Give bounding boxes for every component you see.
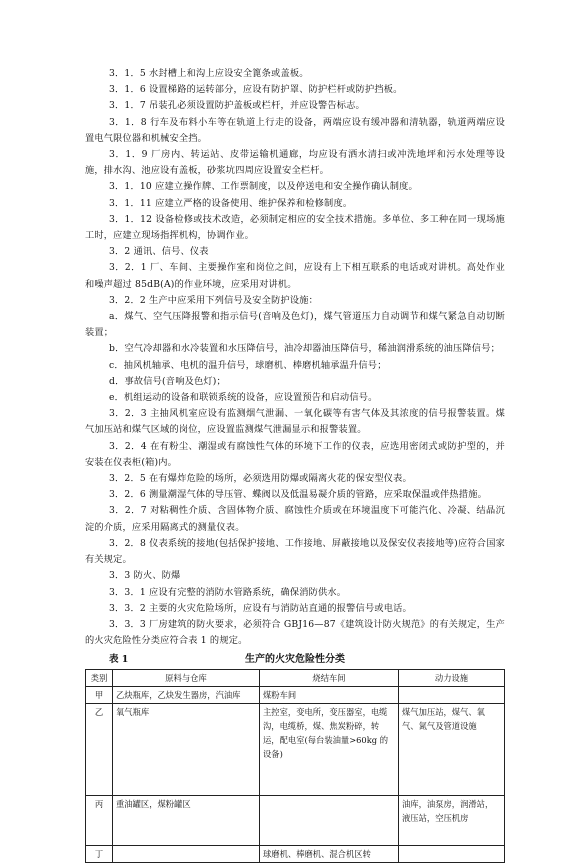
table-row (86, 704, 505, 796)
paragraph: 3．2．2 生产中应采用下列信号及安全防护设施： (109, 294, 319, 306)
paragraph: a．煤气、空气压降报警和指示信号(音响及色灯)，煤气管道压力自动调节和煤气紧急自动切断装置； (85, 311, 505, 339)
paragraph: 3．2．5 在有爆炸危险的场所，必须选用防爆或隔离火花的保安型仪表。 (109, 473, 412, 485)
header-sinter: 烧结车间 (260, 670, 399, 687)
table-cell: 重油罐区，煤粉罐区 (113, 796, 260, 846)
paragraph: 3．1．12 设备检修或技术改造，必须制定相应的安全技术措施。多单位、多工种在同一现场施工时，应建立现场指挥机构，协调作业。 (85, 213, 505, 242)
table-cell: 丙 (86, 796, 113, 846)
table-cell: 乙炔瓶库，乙炔发生器房，汽油库 (113, 687, 260, 704)
paragraph: 3．3．3 厂房建筑的防火要求，必须符合 GBJ16—87《建筑设计防火规范》的有关规定，生产的火灾危险性分类应符合表 1 的规定。 (85, 618, 505, 647)
table-row (86, 687, 505, 704)
table-cell: 主控室，变电所，变压器室，电缆沟，电缆桥，煤、焦炭粉碎，转运，配电室(每台装油量>60kg 的设备) (260, 704, 399, 796)
paragraph: e．机组运动的设备和联锁系统的设备，应设置预告和启动信号。 (109, 392, 378, 404)
document-page (85, 66, 505, 863)
paragraph: 3．1．10 应建立操作牌、工作票制度，以及停送电和安全操作确认制度。 (109, 181, 418, 193)
paragraph: 3．2．1 厂、车间、主要操作室和岗位之间，应设有上下相互联系的电话或对讲机。高处作业和噪声超过 85dB(A)的作业环境，应采用对讲机。 (85, 262, 505, 290)
paragraph: 3．1．8 行车及布料小车等在轨道上行走的设备，两端应设有缓冲器和清轨器，轨道两端应设置电气限位器和机械安全挡。 (85, 116, 505, 144)
table-cell: 丁 (86, 846, 113, 863)
paragraph: 3．2 通讯、信号、仪表 (109, 246, 209, 258)
paragraph: 3．1．6 设置梯路的运转部分，应设有防护罩、防护栏杆或防护挡板。 (109, 84, 403, 96)
paragraph: 3．3 防火、防爆 (109, 570, 181, 582)
table-row (86, 846, 505, 863)
paragraph: 3．2．6 测量潮湿气体的导压管、蝶阀以及低温易凝介质的管路，应采取保温或伴热措施。 (109, 489, 487, 501)
table-cell: 球磨机、棒磨机、混合机区转 (260, 846, 399, 863)
paragraph: 3．2．7 对粘稠性介质、含固体物介质、腐蚀性介质或在环境温度下可能汽化、冷凝、结晶沉淀的介质，应采用隔离式的测量仪表。 (85, 505, 505, 533)
table-cell: 煤气加压站，煤气、氧气、氮气及管道设施 (399, 704, 505, 796)
table-title: 生产的火灾危险性分类 (245, 654, 345, 666)
paragraph: 3．2．8 仪表系统的接地(包括保护接地、工作接地、屏蔽接地以及保安仪表接地等)应符合国家有关规定。 (85, 537, 505, 566)
paragraph: 3．1．9 厂房内、转运站、皮带运输机通廊，均应设有洒水清扫或冲洗地坪和污水处理等设施，排水沟、池应设有盖板，砂浆坑四周应设置安全栏杆。 (85, 149, 505, 177)
table-row (86, 796, 505, 846)
table-cell (260, 796, 399, 846)
paragraph: d．事故信号(音响及色灯)； (109, 375, 226, 387)
table-header-row (86, 670, 505, 687)
table-cell (113, 846, 260, 863)
paragraph: b．空气冷却器和水冷装置和水压降信号，油冷却器油压降信号，稀油润滑系统的油压降信号； (109, 343, 500, 355)
header-category: 类别 (86, 670, 113, 687)
table-cell (399, 846, 505, 863)
body-text (85, 66, 505, 649)
paragraph: 3．1．7 吊装孔必须设置防护盖板或栏杆，并应设警告标志。 (109, 100, 365, 112)
paragraph: 3．2．4 在有粉尘、潮湿或有腐蚀性气体的环境下工作的仪表，应选用密闭式或防护型的，并安装在仪表柜(箱)内。 (85, 440, 505, 468)
table-caption (85, 651, 505, 669)
header-materials: 原料与仓库 (113, 670, 260, 687)
fire-hazard-table (85, 669, 505, 863)
table-cell: 乙 (86, 704, 113, 796)
table-cell: 油库，油泵房，润滑站，液压站，空压机房 (399, 796, 505, 846)
paragraph: 3．2．3 主抽风机室应设有监测烟气泄漏、一氧化碳等有害气体及其浓度的信号报警装置。煤气加压站和煤气区域的岗位，应设置监测煤气泄漏显示和报警装置。 (85, 408, 505, 436)
paragraph: c．抽风机轴承、电机的温升信号，球磨机、棒磨机轴承温升信号； (109, 359, 387, 371)
table-cell: 氧气瓶库 (113, 704, 260, 796)
paragraph: 3．1．11 应建立严格的设备使用、维护保养和检修制度。 (109, 197, 353, 209)
table-cell: 煤粉车间 (260, 687, 399, 704)
header-power: 动力设施 (399, 670, 505, 687)
table-cell: 甲 (86, 687, 113, 704)
table-cell (399, 687, 505, 704)
table-label: 表 1 (109, 654, 129, 666)
paragraph: 3．1．5 水封槽上和沟上应设安全篦条或盖板。 (109, 68, 309, 79)
paragraph: 3．3．1 应设有完整的消防水管路系统，确保消防供水。 (109, 586, 347, 598)
paragraph: 3．3．2 主要的火灾危险场所，应设有与消防站直通的报警信号或电话。 (109, 602, 412, 614)
